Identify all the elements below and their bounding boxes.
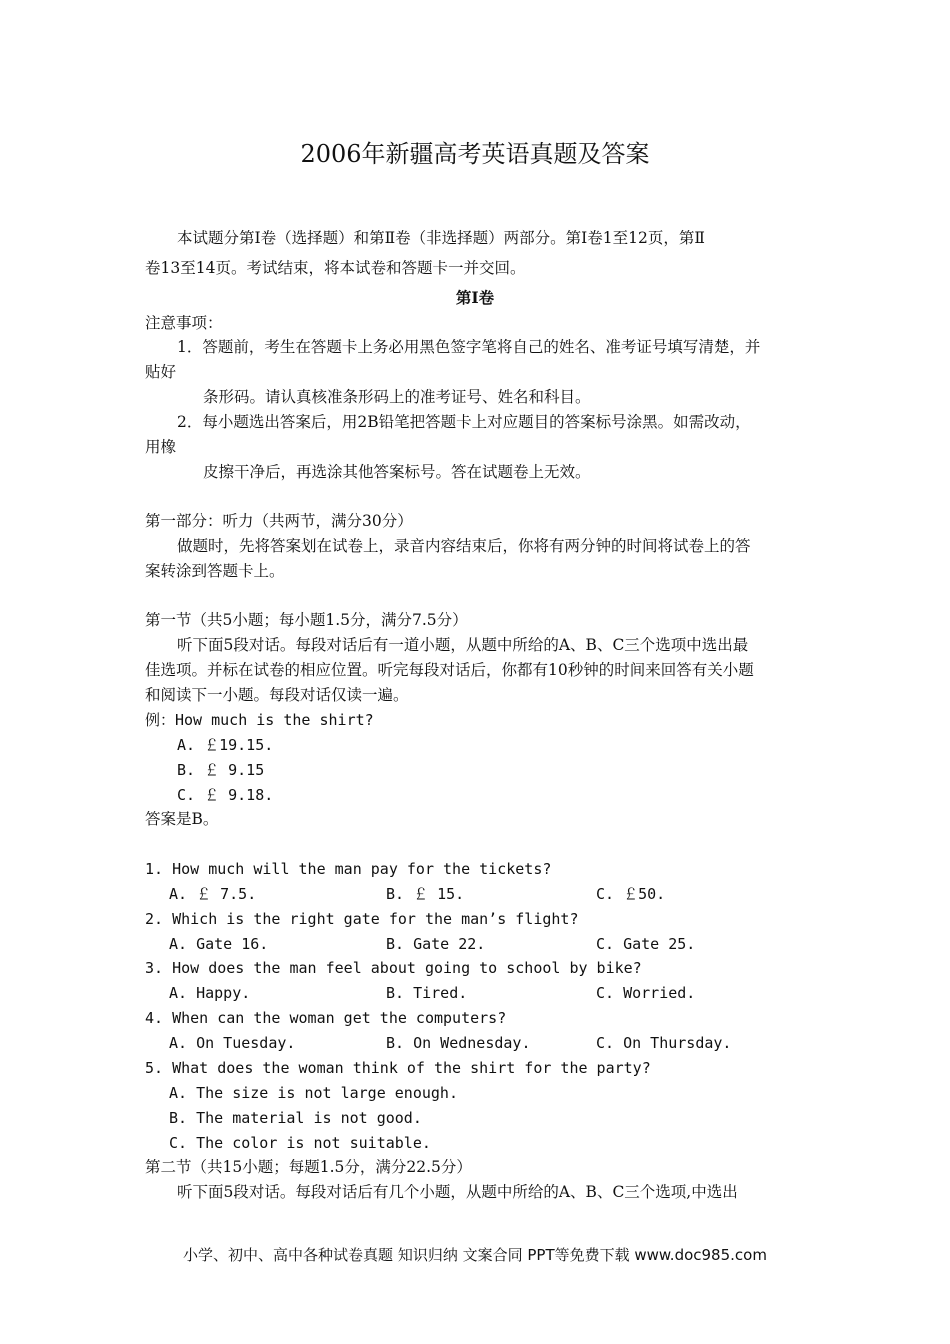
question-3-option-c: C. Worried.	[596, 984, 696, 1002]
question-3-option-b: B. Tired.	[386, 984, 468, 1002]
question-2-option-c: C. Gate 25.	[596, 935, 696, 953]
question-2-option-b: B. Gate 22.	[386, 935, 486, 953]
part1-desc-1: 做题时，先将答案划在试卷上，录音内容结束后，你将有两分钟的时间将试卷上的答	[177, 537, 751, 555]
example-option-c: C. ￡ 9.18.	[177, 786, 274, 804]
question-5-option-b: B. The material is not good.	[169, 1109, 422, 1127]
page-footer: 小学、初中、高中各种试卷真题 知识归纳 文案合同 PPT等免费下载 www.doc985.com	[183, 1246, 767, 1264]
example-answer: 答案是B。	[145, 810, 219, 828]
question-4: 4. When can the woman get the computers?	[145, 1009, 507, 1027]
question-1-option-a: A. ￡ 7.5.	[169, 885, 257, 903]
question-1: 1. How much will the man pay for the tickets?	[145, 860, 552, 878]
example-question: 例：How much is the shirt?	[145, 711, 374, 729]
question-3-option-a: A. Happy.	[169, 984, 251, 1002]
question-2: 2. Which is the right gate for the man’s flight?	[145, 910, 579, 928]
page-title: 2006年新疆高考英语真题及答案	[300, 140, 650, 168]
notice-item1-line-a: 1．答题前，考生在答题卡上务必用黑色签字笔将自己的姓名、准考证号填写清楚，并	[177, 338, 761, 356]
volume1-heading: 第Ⅰ卷	[455, 288, 495, 307]
section1-desc-1: 听下面5段对话。每段对话后有一道小题，从题中所给的A、B、C三个选项中选出最	[177, 636, 749, 654]
notice-item2-line-a: 2．每小题选出答案后，用2B铅笔把答题卡上对应题目的答案标号涂黑。如需改动，	[177, 413, 751, 431]
notice-item1-line-c: 条形码。请认真核准条形码上的准考证号、姓名和科目。	[203, 388, 591, 406]
question-1-option-c: C. ￡50.	[596, 885, 666, 903]
example-option-b: B. ￡ 9.15	[177, 761, 265, 779]
part1-heading: 第一部分：听力（共两节，满分30分）	[145, 512, 413, 530]
notice-item2-line-c: 皮擦干净后，再选涂其他答案标号。答在试题卷上无效。	[203, 463, 591, 481]
notice-heading: 注意事项：	[145, 314, 223, 332]
section1-heading: 第一节（共5小题；每小题1.5分，满分7.5分）	[145, 611, 468, 629]
question-4-option-b: B. On Wednesday.	[386, 1034, 531, 1052]
intro-line-2: 卷13至14页。考试结束，将本试卷和答题卡一并交回。	[145, 259, 526, 277]
question-1-option-b: B. ￡ 15.	[386, 885, 465, 903]
question-2-option-a: A. Gate 16.	[169, 935, 269, 953]
question-5-option-c: C. The color is not suitable.	[169, 1134, 431, 1152]
notice-item2-line-b: 用橡	[145, 438, 177, 456]
section1-desc-2: 佳选项。并标在试卷的相应位置。听完每段对话后，你都有10秒钟的时间来回答有关小题	[145, 661, 754, 679]
notice-item1-line-b: 贴好	[145, 363, 177, 381]
section1-desc-3: 和阅读下一小题。每段对话仅读一遍。	[145, 686, 409, 704]
part1-desc-2: 案转涂到答题卡上。	[145, 562, 285, 580]
intro-line-1: 本试题分第Ⅰ卷（选择题）和第Ⅱ卷（非选择题）两部分。第Ⅰ卷1至12页，第Ⅱ	[177, 229, 705, 247]
section2-heading: 第二节（共15小题；每题1.5分，满分22.5分）	[145, 1158, 472, 1176]
question-3: 3. How does the man feel about going to school by bike?	[145, 959, 642, 977]
question-4-option-c: C. On Thursday.	[596, 1034, 732, 1052]
section2-desc-1: 听下面5段对话。每段对话后有几个小题，从题中所给的A、B、C三个选项,中选出	[177, 1183, 738, 1201]
question-4-option-a: A. On Tuesday.	[169, 1034, 296, 1052]
example-option-a: A. ￡19.15.	[177, 736, 274, 754]
question-5: 5. What does the woman think of the shirt for the party?	[145, 1059, 651, 1077]
question-5-option-a: A. The size is not large enough.	[169, 1084, 458, 1102]
